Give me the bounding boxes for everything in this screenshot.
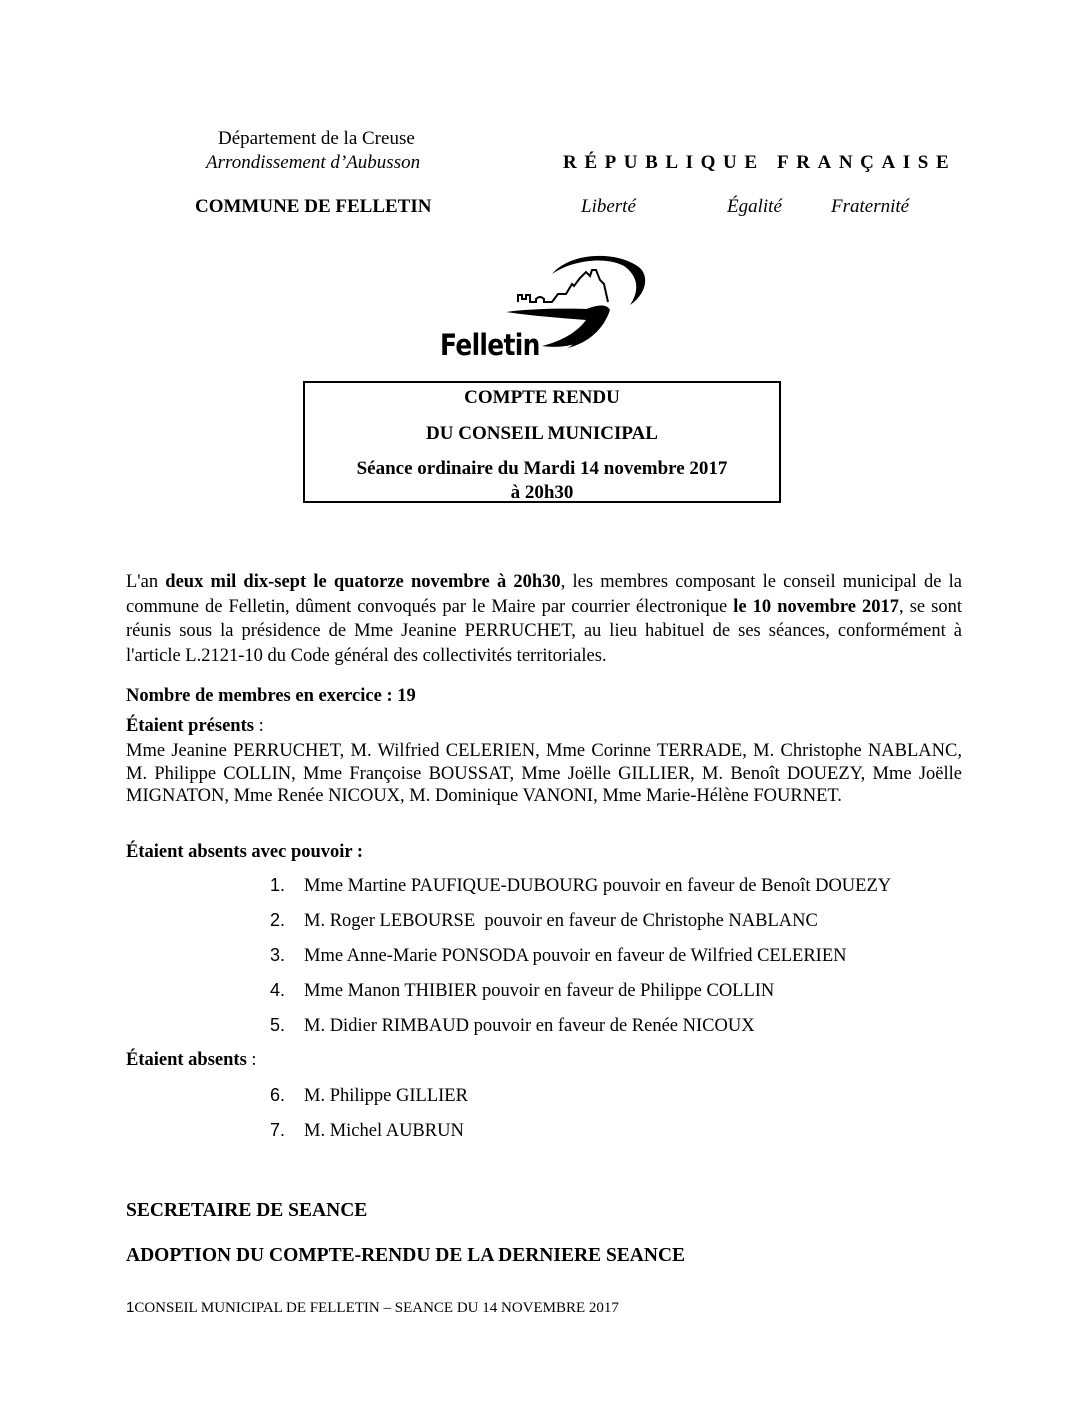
arrondissement-name: Arrondissement d’Aubusson <box>206 152 421 173</box>
absents-label: Étaient absents <box>126 1050 247 1070</box>
list-item <box>270 1120 464 1142</box>
list-item <box>270 875 891 897</box>
list-number: 2. <box>270 910 286 930</box>
presents-label: Étaient présents <box>126 716 254 736</box>
presents-list: Mme Jeanine PERRUCHET, M. Wilfried CELERIEN, Mme Corinne TERRADE, M. Christophe NABLANC, M. Philippe COLLIN, Mme Françoise BOUSSAT, Mme Joëlle GILLIER, M. Benoît DOUEZY, Mme Joëlle MIGNATON, Mme Renée NICOUX, M. Dominique VANONI, Mme Marie-Hélène FOURNET. <box>126 741 962 806</box>
list-number: 1. <box>270 875 286 895</box>
list-item <box>270 980 774 1002</box>
list-text: M. Philippe GILLIER <box>304 1086 468 1106</box>
list-item <box>270 1085 468 1107</box>
logo-text: Felletin <box>440 328 540 362</box>
list-number: 4. <box>270 980 286 1000</box>
list-item <box>270 910 818 932</box>
list-number: 7. <box>270 1120 286 1140</box>
motto-fraternite: Fraternité <box>831 196 910 217</box>
motto-egalite: Égalité <box>727 196 782 217</box>
intro-paragraph <box>126 570 962 668</box>
motto-liberte: Liberté <box>581 196 636 217</box>
list-text: M. Roger LEBOURSE pouvoir en faveur de Christophe NABLANC <box>304 911 818 931</box>
presents-heading <box>126 716 264 737</box>
list-text: Mme Anne-Marie PONSODA pouvoir en faveur de Wilfried CELERIEN <box>304 946 847 966</box>
intro-convocation-date: le 10 novembre 2017 <box>733 596 900 617</box>
list-text: Mme Manon THIBIER pouvoir en faveur de Philippe COLLIN <box>304 981 775 1001</box>
footer-text: CONSEIL MUNICIPAL DE FELLETIN – SEANCE DU 14 NOVEMBRE 2017 <box>134 1300 619 1316</box>
list-item <box>270 1015 755 1037</box>
page-footer <box>126 1299 619 1317</box>
absents-heading <box>126 1050 257 1071</box>
section-adoption: ADOPTION DU COMPTE-RENDU DE LA DERNIERE SEANCE <box>126 1245 686 1266</box>
title-line-seance: Séance ordinaire du Mardi 14 novembre 2017 <box>356 458 728 479</box>
intro-date-bold: deux mil dix-sept le quatorze novembre à 20h30 <box>165 572 561 592</box>
members-count: Nombre de membres en exercice : 19 <box>126 686 416 706</box>
section-secretaire: SECRETAIRE DE SEANCE <box>126 1200 368 1221</box>
list-text: M. Michel AUBRUN <box>304 1121 464 1141</box>
presents-suffix: : <box>253 716 264 736</box>
intro-text-3: , se sont réunis sous la présidence de Mme Jeanine PERRUCHET, au lieu habituel de ses séances, conformément à l'article L.2121-10 du Code général des collectivités territoriales. <box>126 596 962 666</box>
title-line-conseil: DU CONSEIL MUNICIPAL <box>426 423 658 444</box>
list-text: Mme Martine PAUFIQUE-DUBOURG pouvoir en faveur de Benoît DOUEZY <box>304 876 892 896</box>
commune-name: COMMUNE DE FELLETIN <box>195 196 432 217</box>
title-line-heure: à 20h30 <box>510 482 574 503</box>
republique-francaise: RÉPUBLIQUE FRANÇAISE <box>563 152 957 173</box>
title-line-compte-rendu: COMPTE RENDU <box>464 387 620 408</box>
absents-suffix: : <box>246 1050 257 1070</box>
felletin-logo <box>440 250 650 362</box>
intro-text-2: , les membres composant le conseil municipal de la commune de Felletin, dûment convoqués par le Maire par courrier électronique <box>126 572 962 617</box>
list-number: 5. <box>270 1015 286 1035</box>
intro-text-1: L'an <box>126 572 166 592</box>
title-box <box>303 381 781 503</box>
list-number: 3. <box>270 945 286 965</box>
page-number: 1 <box>126 1299 135 1316</box>
absents-pouvoir-heading: Étaient absents avec pouvoir : <box>126 842 364 862</box>
list-text: M. Didier RIMBAUD pouvoir en faveur de Renée NICOUX <box>304 1016 755 1036</box>
list-number: 6. <box>270 1085 286 1105</box>
department-name: Département de la Creuse <box>218 128 415 149</box>
list-item <box>270 945 847 967</box>
